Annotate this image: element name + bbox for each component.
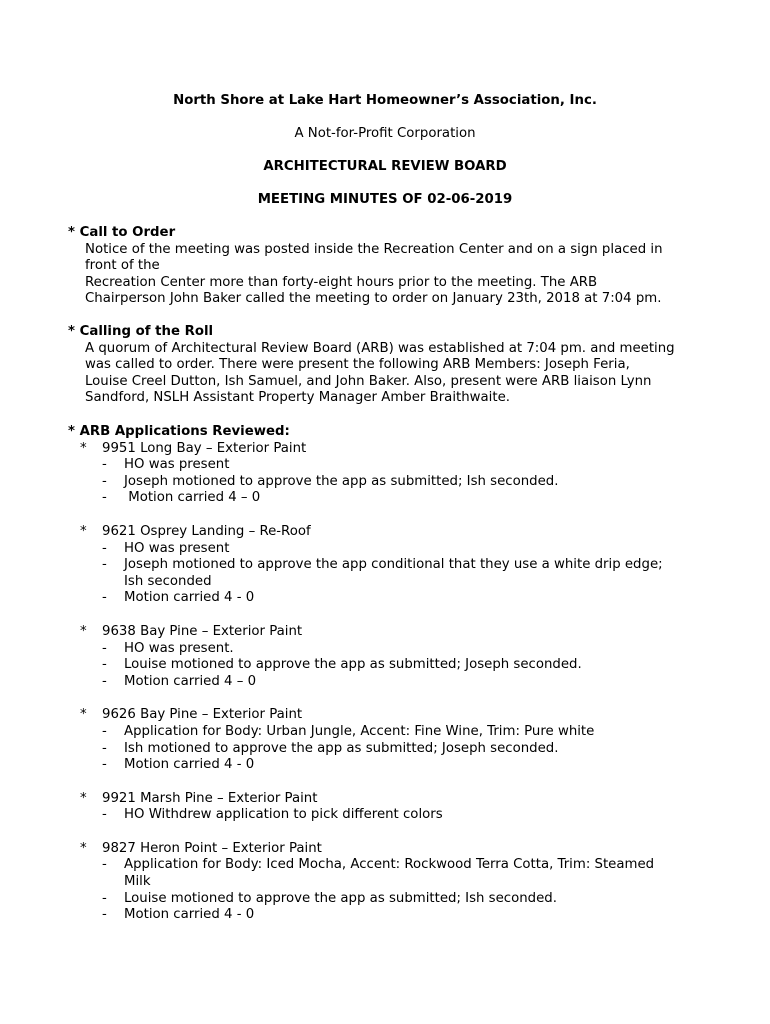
dash-bullet: - [102, 757, 107, 773]
paragraph-line: front of the [85, 258, 160, 274]
applications-heading: * ARB Applications Reviewed: [68, 424, 290, 439]
application-notes [80, 807, 708, 824]
note-text: Joseph motioned to approve the app as submitted; Ish seconded. [124, 473, 559, 489]
dash-bullet: - [102, 540, 107, 556]
note-text: HO Withdrew application to pick different colors [124, 807, 443, 823]
applications-section [68, 424, 708, 924]
paragraph-line: A quorum of Architectural Review Board (ARB) was established at 7:04 pm. and meeting [85, 340, 675, 356]
application-item [80, 707, 708, 773]
application-item [80, 524, 708, 607]
note-text: Ish motioned to approve the app as submitted; Joseph seconded. [124, 740, 559, 756]
note-item [80, 590, 708, 607]
application-item [80, 624, 708, 690]
application-notes [80, 641, 708, 691]
note-text: HO was present. [124, 640, 234, 656]
paragraph-line: was called to order. There were present the following ARB Members: Joseph Feria, [85, 357, 630, 373]
roll-call-heading: * Calling of the Roll [68, 324, 214, 339]
asterisk-bullet: * [80, 623, 87, 639]
application-address-text: 9621 Osprey Landing – Re-Roof [102, 523, 311, 539]
minutes-title: MEETING MINUTES OF 02-06-2019 [257, 192, 513, 207]
application-address [80, 441, 708, 458]
dash-bullet: - [102, 657, 107, 673]
note-item [80, 757, 708, 774]
application-item [80, 441, 708, 507]
paragraph-line: Recreation Center more than forty-eight hours prior to the meeting. The ARB [85, 274, 598, 290]
application-address [80, 524, 708, 541]
note-text: Application for Body: Iced Mocha, Accent: Rockwood Terra Cotta, Trim: Steamed [124, 857, 655, 873]
paragraph-line: Chairperson John Baker called the meeting to order on January 23th, 2018 at 7:04 pm. [85, 291, 662, 307]
note-item [80, 907, 708, 924]
note-text: Joseph motioned to approve the app conditional that they use a white drip edge; [124, 557, 663, 573]
dash-bullet: - [102, 807, 107, 823]
corporation-subtitle: A Not-for-Profit Corporation [294, 126, 476, 141]
dash-bullet: - [102, 640, 107, 656]
asterisk-bullet: * [80, 440, 87, 456]
application-address [80, 624, 708, 641]
dash-bullet: - [102, 857, 107, 873]
note-text: Application for Body: Urban Jungle, Accent: Fine Wine, Trim: Pure white [124, 723, 595, 739]
dash-bullet: - [102, 890, 107, 906]
note-item [80, 474, 708, 491]
note-text: Motion carried 4 - 0 [124, 757, 255, 773]
note-item [80, 741, 708, 758]
asterisk-bullet: * [80, 523, 87, 539]
dash-bullet: - [102, 673, 107, 689]
dash-bullet: - [102, 457, 107, 473]
application-notes [80, 457, 708, 507]
paragraph-line: Sandford, NSLH Assistant Property Manager Amber Braithwaite. [85, 390, 511, 406]
dash-bullet: - [102, 590, 107, 606]
paragraph-line: Notice of the meeting was posted inside the Recreation Center and on a sign placed in [85, 241, 663, 257]
board-title: ARCHITECTURAL REVIEW BOARD [263, 159, 507, 174]
note-text: HO was present [124, 540, 230, 556]
note-continuation: Milk [124, 874, 151, 890]
note-item [80, 657, 708, 674]
asterisk-bullet: * [80, 707, 87, 723]
application-notes [80, 857, 708, 923]
note-item [80, 457, 708, 474]
note-item [80, 857, 708, 890]
note-text: Louise motioned to approve the app as submitted; Joseph seconded. [124, 657, 582, 673]
note-item [80, 557, 708, 590]
note-text: Motion carried 4 – 0 [124, 490, 261, 506]
call-to-order-section [68, 225, 708, 308]
application-notes [80, 541, 708, 607]
call-to-order-heading: * Call to Order [68, 225, 176, 240]
association-name: North Shore at Lake Hart Homeowner’s Association, Inc. [173, 93, 597, 108]
application-item [80, 791, 708, 824]
note-text: Motion carried 4 – 0 [124, 673, 257, 689]
dash-bullet: - [102, 490, 107, 506]
note-item [80, 541, 708, 558]
dash-bullet: - [102, 740, 107, 756]
note-item [80, 490, 708, 507]
application-notes [80, 724, 708, 774]
dash-bullet: - [102, 557, 107, 573]
note-item [80, 641, 708, 658]
note-text: Motion carried 4 - 0 [124, 907, 255, 923]
note-item [80, 891, 708, 908]
roll-call-paragraph [85, 341, 708, 407]
application-address [80, 841, 708, 858]
application-address [80, 791, 708, 808]
note-item [80, 724, 708, 741]
asterisk-bullet: * [80, 840, 87, 856]
paragraph-line: Louise Creel Dutton, Ish Samuel, and John Baker. Also, present were ARB liaison Lynn [85, 373, 652, 389]
application-address-text: 9951 Long Bay – Exterior Paint [102, 440, 307, 456]
application-address-text: 9626 Bay Pine – Exterior Paint [102, 707, 303, 723]
application-address-text: 9827 Heron Point – Exterior Paint [102, 840, 322, 856]
roll-call-section [68, 324, 708, 407]
note-text: Motion carried 4 - 0 [124, 590, 255, 606]
application-item [80, 841, 708, 924]
dash-bullet: - [102, 473, 107, 489]
note-text: Louise motioned to approve the app as submitted; Ish seconded. [124, 890, 557, 906]
dash-bullet: - [102, 907, 107, 923]
dash-bullet: - [102, 723, 107, 739]
note-continuation: Ish seconded [124, 573, 212, 589]
asterisk-bullet: * [80, 790, 87, 806]
application-address-text: 9921 Marsh Pine – Exterior Paint [102, 790, 318, 806]
note-item [80, 674, 708, 691]
application-address [80, 707, 708, 724]
application-address-text: 9638 Bay Pine – Exterior Paint [102, 623, 303, 639]
call-to-order-paragraph [85, 242, 708, 308]
note-text: HO was present [124, 457, 230, 473]
note-item [80, 807, 708, 824]
